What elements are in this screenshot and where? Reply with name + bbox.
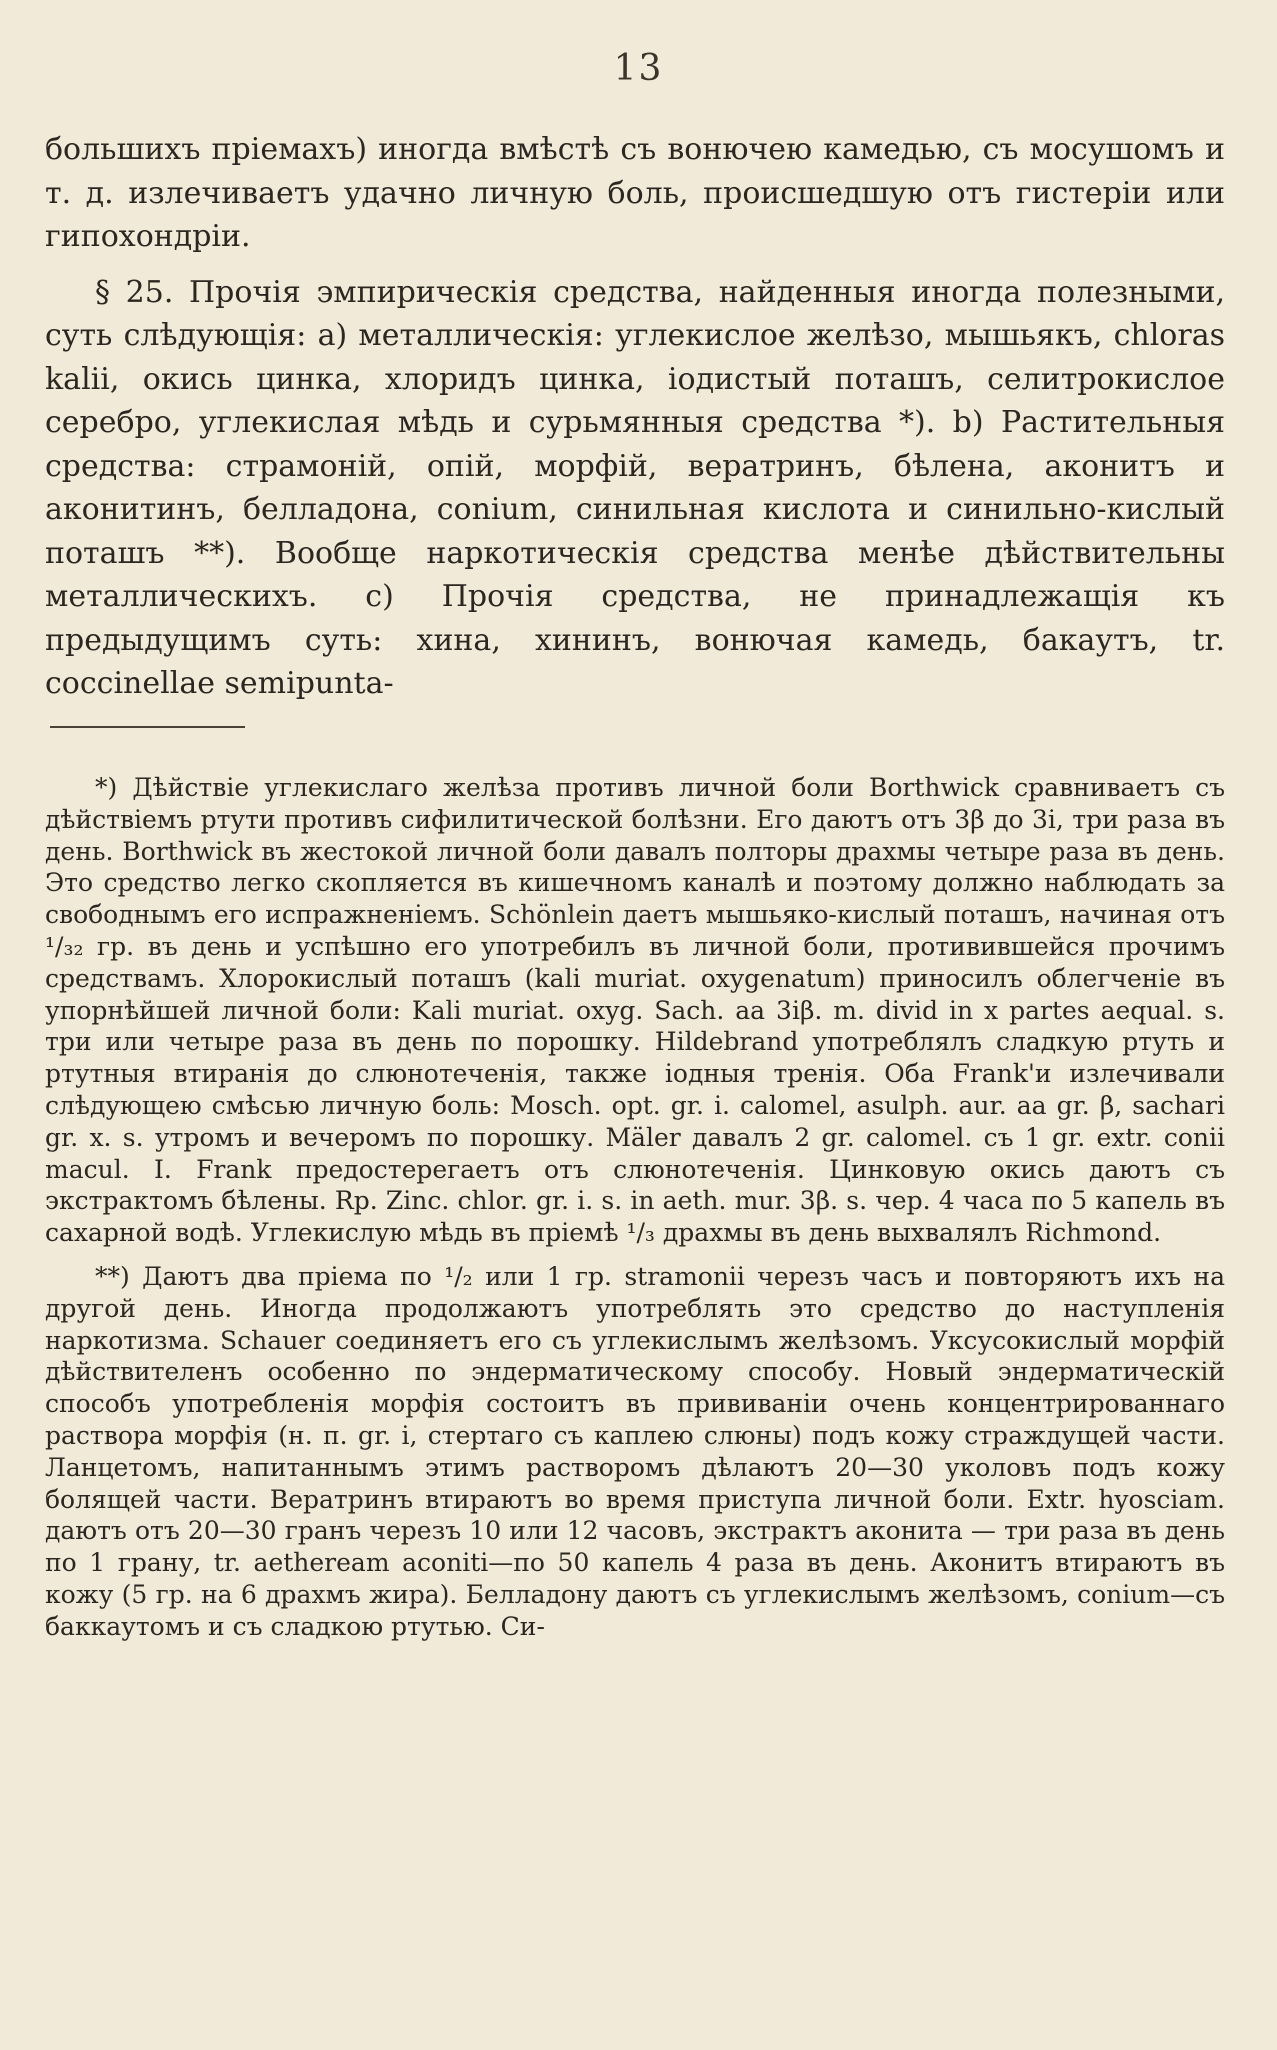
footnote-separator xyxy=(50,726,245,728)
main-text xyxy=(45,128,1225,706)
main-paragraph: § 25. Прочія эмпирическія средства, найденныя иногда полезными, суть слѣдующія: а) металлическія: углекислое желѣзо, мышьякъ, chloras kalii, окись цинка, хлоридъ цинка, іодистый поташъ, селитрокислое серебро, углекислая мѣдь и сурьмянныя средства *). b) Растительныя средства: страмоній, опій, морфій, вератринъ, бѣлена, аконитъ и аконитинъ, белладона, conium, синильная кислота и синильно-кислый поташъ **). Вообще наркотическія средства менѣе дѣйствительны металлическихъ. c) Прочія средства, не принадлежащія къ предыдущимъ суть: хина, хининъ, вонючая камедь, бакаутъ, tr. coccinellae semipunta- xyxy=(45,274,1225,701)
main-paragraph: большихъ пріемахъ) иногда вмѣстѣ съ вонючею камедью, съ мосушомъ и т. д. излечиваетъ удачно личную боль, происшедшую отъ гистеріи или гипохондріи. xyxy=(45,132,1225,254)
footnotes xyxy=(45,772,1225,1643)
page-number: 13 xyxy=(613,48,664,89)
footnote: **) Даютъ два пріема по ¹/₂ или 1 гр. stramonii черезъ часъ и повторяютъ ихъ на другой день. Иногда продолжаютъ употреблять это средство до наступленія наркотизма. Schauer соединяетъ его съ углекислымъ желѣзомъ. Уксусокислый морфій дѣйствителенъ особенно по эндерматическому способу. Новый эндерматическій способъ употребленія морфія состоитъ въ прививаніи очень концентрированнаго раствора морфія (н. п. gr. i, стертаго съ каплею слюны) подъ кожу страждущей части. Ланцетомъ, напитаннымъ этимъ растворомъ дѣлаютъ 20—30 уколовъ подъ кожу болящей части. Вератринъ втираютъ во время приступа личной боли. Extr. hyosciam. даютъ отъ 20—30 гранъ черезъ 10 или 12 часовъ, экстрактъ аконита — три раза въ день по 1 грану, tr. aetheream aconiti—по 50 капель 4 раза въ день. Аконитъ втираютъ въ кожу (5 гр. на 6 драхмъ жира). Белладону даютъ съ углекислымъ желѣзомъ, conium—съ баккаутомъ и съ сладкою ртутью. Си- xyxy=(45,1261,1225,1641)
footnote: *) Дѣйствіе углекислаго желѣза противъ личной боли Borthwick сравниваетъ съ дѣйствіемъ ртути противъ сифилитической болѣзни. Его даютъ отъ 3β до 3i, три раза въ день. Borthwick въ жестокой личной боли давалъ полторы драхмы четыре раза въ день. Это средство легко скопляется въ кишечномъ каналѣ и поэтому должно наблюдать за свободнымъ его испражненіемъ. Schönlein даетъ мышьяко-кислый поташъ, начиная отъ ¹/₃₂ гр. въ день и успѣшно его употребилъ въ личной боли, противившейся прочимъ средствамъ. Хлорокислый поташъ (kali muriat. oxygenatum) приносилъ облегченіе въ упорнѣйшей личной боли: Kali muriat. oxyg. Sach. aa 3iβ. m. divid in x partes aequal. s. три или четыре раза въ день по порошку. Hildebrand употреблялъ сладкую ртуть и ртутныя втиранія до слюнотеченія, также іодныя тренія. Оба Frank'и излечивали слѣдующею смѣсью личную боль: Mosch. opt. gr. i. calomel, asulph. aur. aa gr. β, sachari gr. x. s. утромъ и вечеромъ по порошку. Mäler давалъ 2 gr. calomel. съ 1 gr. extr. conii macul. I. Frank предостерегаетъ отъ слюнотеченія. Цинковую окись даютъ съ экстрактомъ бѣлены. Rp. Zinc. chlor. gr. i. s. in aeth. mur. 3β. s. чер. 4 часа по 5 капель въ сахарной водѣ. Углекислую мѣдь въ пріемѣ ¹/₃ драхмы въ день выхвалялъ Richmond. xyxy=(45,773,1225,1248)
